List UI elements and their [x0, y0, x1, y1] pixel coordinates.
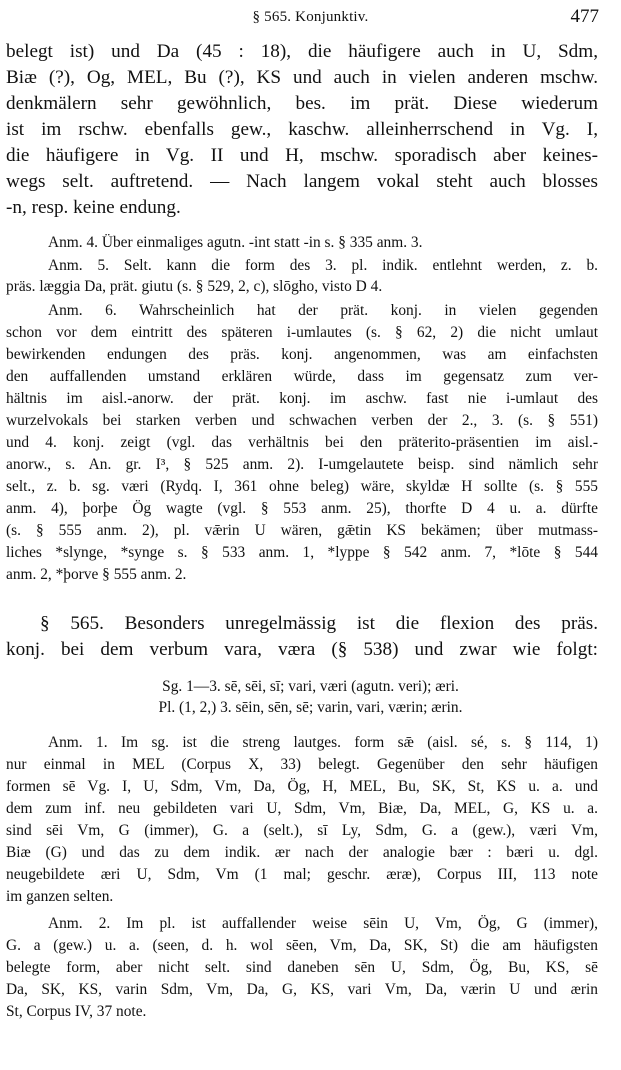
note-line: schon vor dem eintritt des späteren i-umlautes (s. § 62, 2) die nicht umlaut [6, 324, 598, 341]
note-line: bewirkenden endungen des präs. konj. angenommen, was am einfachsten [6, 346, 598, 363]
note-line: präs. læggia Da, prät. giutu (s. § 529, 2, c), slōgho, visto D 4. [6, 278, 383, 295]
note-line: belegte form, aber nicht selt. sind daneben sēn U, Sdm, Ög, Bu, KS, sē [6, 959, 598, 976]
paradigm-plural: Pl. (1, 2,) 3. sēin, sēn, sē; varin, vari, værin; ærin. [158, 699, 463, 716]
text-line: wegs selt. auftretend. — Nach langem vokal steht auch blosses [6, 171, 598, 192]
note-line: Anm. 5. Selt. kann die form des 3. pl. indik. entlehnt werden, z. b. [48, 257, 598, 274]
note-line: Anm. 4. Über einmaliges agutn. -int statt -in s. § 335 anm. 3. [48, 234, 423, 251]
text-line: die häufigere in Vg. II und H, mschw. sporadisch aber keines- [6, 145, 598, 166]
text-line: belegt ist) und Da (45 : 18), die häufigere auch in U, Sdm, [6, 41, 598, 62]
note-line: Da, SK, KS, varin Sdm, Vm, Da, G, KS, vari Vm, Da, værin U und ærin [6, 981, 598, 998]
text-line: -n, resp. keine endung. [6, 197, 181, 218]
note-line: sind sēi Vm, G (immer), G. a (selt.), sī Ly, Sdm, G. a (gew.), væri Vm, [6, 822, 598, 839]
note-line: Biæ (G) und das zu dem indik. ær nach der analogie bær : bæri u. dgl. [6, 844, 598, 861]
note-line: selt., z. b. sg. væri (Rydq. I, 361 ohne beleg) wäre, skyldæ H sollte (s. § 555 [6, 478, 598, 495]
note-line: dem zum inf. neu gebildeten vari U, Sdm, Vm, Biæ, Da, MEL, G, KS u. a. [6, 800, 598, 817]
text-line: ist im rschw. ebenfalls gew., kaschw. alleinherrschend in Vg. I, [6, 119, 598, 140]
running-head: § 565. Konjunktiv. [252, 9, 369, 25]
page-number: 477 [570, 6, 599, 27]
note-line: formen sē Vg. I, U, Sdm, Vm, Da, Ög, H, MEL, Bu, SK, St, KS u. a. und [6, 778, 598, 795]
note-line: hältnis im aisl.-anorw. der prät. konj. im aschw. fast nie i-umlaut des [6, 390, 598, 407]
note-line: St, Corpus IV, 37 note. [6, 1003, 147, 1020]
text-line: denkmälern sehr gewöhnlich, bes. im prät. Diese wiederum [6, 93, 598, 114]
text-line: Biæ (?), Og, MEL, Bu (?), KS und auch in vielen anderen mschw. [6, 67, 598, 88]
note-line: Anm. 6. Wahrscheinlich hat der prät. konj. in vielen gegenden [48, 302, 598, 319]
note-line: anm. 4), þorþe Ög wagte (vgl. § 553 anm. 25), thorfte D 4 u. a. dürfte [6, 500, 598, 517]
note-line: neugebildete æri U, Sdm, Vm (1 mal; geschr. æræ), Corpus III, 113 note [6, 866, 598, 883]
note-line: den auffallenden umstand erklären würde, dass im gegensatz zum ver- [6, 368, 598, 385]
note-line: nur einmal in MEL (Corpus X, 33) belegt. Gegenüber den sehr häufigen [6, 756, 598, 773]
section-heading-line: § 565. Besonders unregelmässig ist die flexion des präs. [40, 613, 598, 634]
note-line: Anm. 2. Im pl. ist auffallender weise sēin U, Vm, Ög, G (immer), [48, 915, 598, 932]
paradigm-singular: Sg. 1—3. sē, sēi, sī; vari, væri (agutn. veri); æri. [162, 678, 459, 695]
note-line: und 4. konj. zeigt (vgl. das verhältnis bei den präterito-präsentien im aisl.- [6, 434, 598, 451]
note-line: anorw., s. An. gr. I³, § 525 anm. 2). I-umgelautete beisp. sind nämlich sehr [6, 456, 598, 473]
note-line: G. a (gew.) u. a. (seen, d. h. wol sēen, Vm, Da, SK, St) die am häufigsten [6, 937, 598, 954]
note-line: wurzelvokals bei starken verben und schwachen verben der 2., 3. (s. § 551) [6, 412, 598, 429]
note-line: liches *slynge, *synge s. § 533 anm. 1, *lyppe § 542 anm. 7, *lōte § 544 [6, 544, 598, 561]
note-line: Anm. 1. Im sg. ist die streng lautges. form sǣ (aisl. sé, s. § 114, 1) [48, 734, 598, 751]
note-line: (s. § 555 anm. 2), pl. vǣrin U wären, gǣtin KS bekämen; über mutmass- [6, 522, 598, 539]
note-line: im ganzen selten. [6, 888, 114, 905]
page-header [0, 6, 621, 30]
text-line: konj. bei dem verbum vara, væra (§ 538) und zwar wie folgt: [6, 639, 598, 660]
note-line: anm. 2, *þorve § 555 anm. 2. [6, 566, 187, 583]
